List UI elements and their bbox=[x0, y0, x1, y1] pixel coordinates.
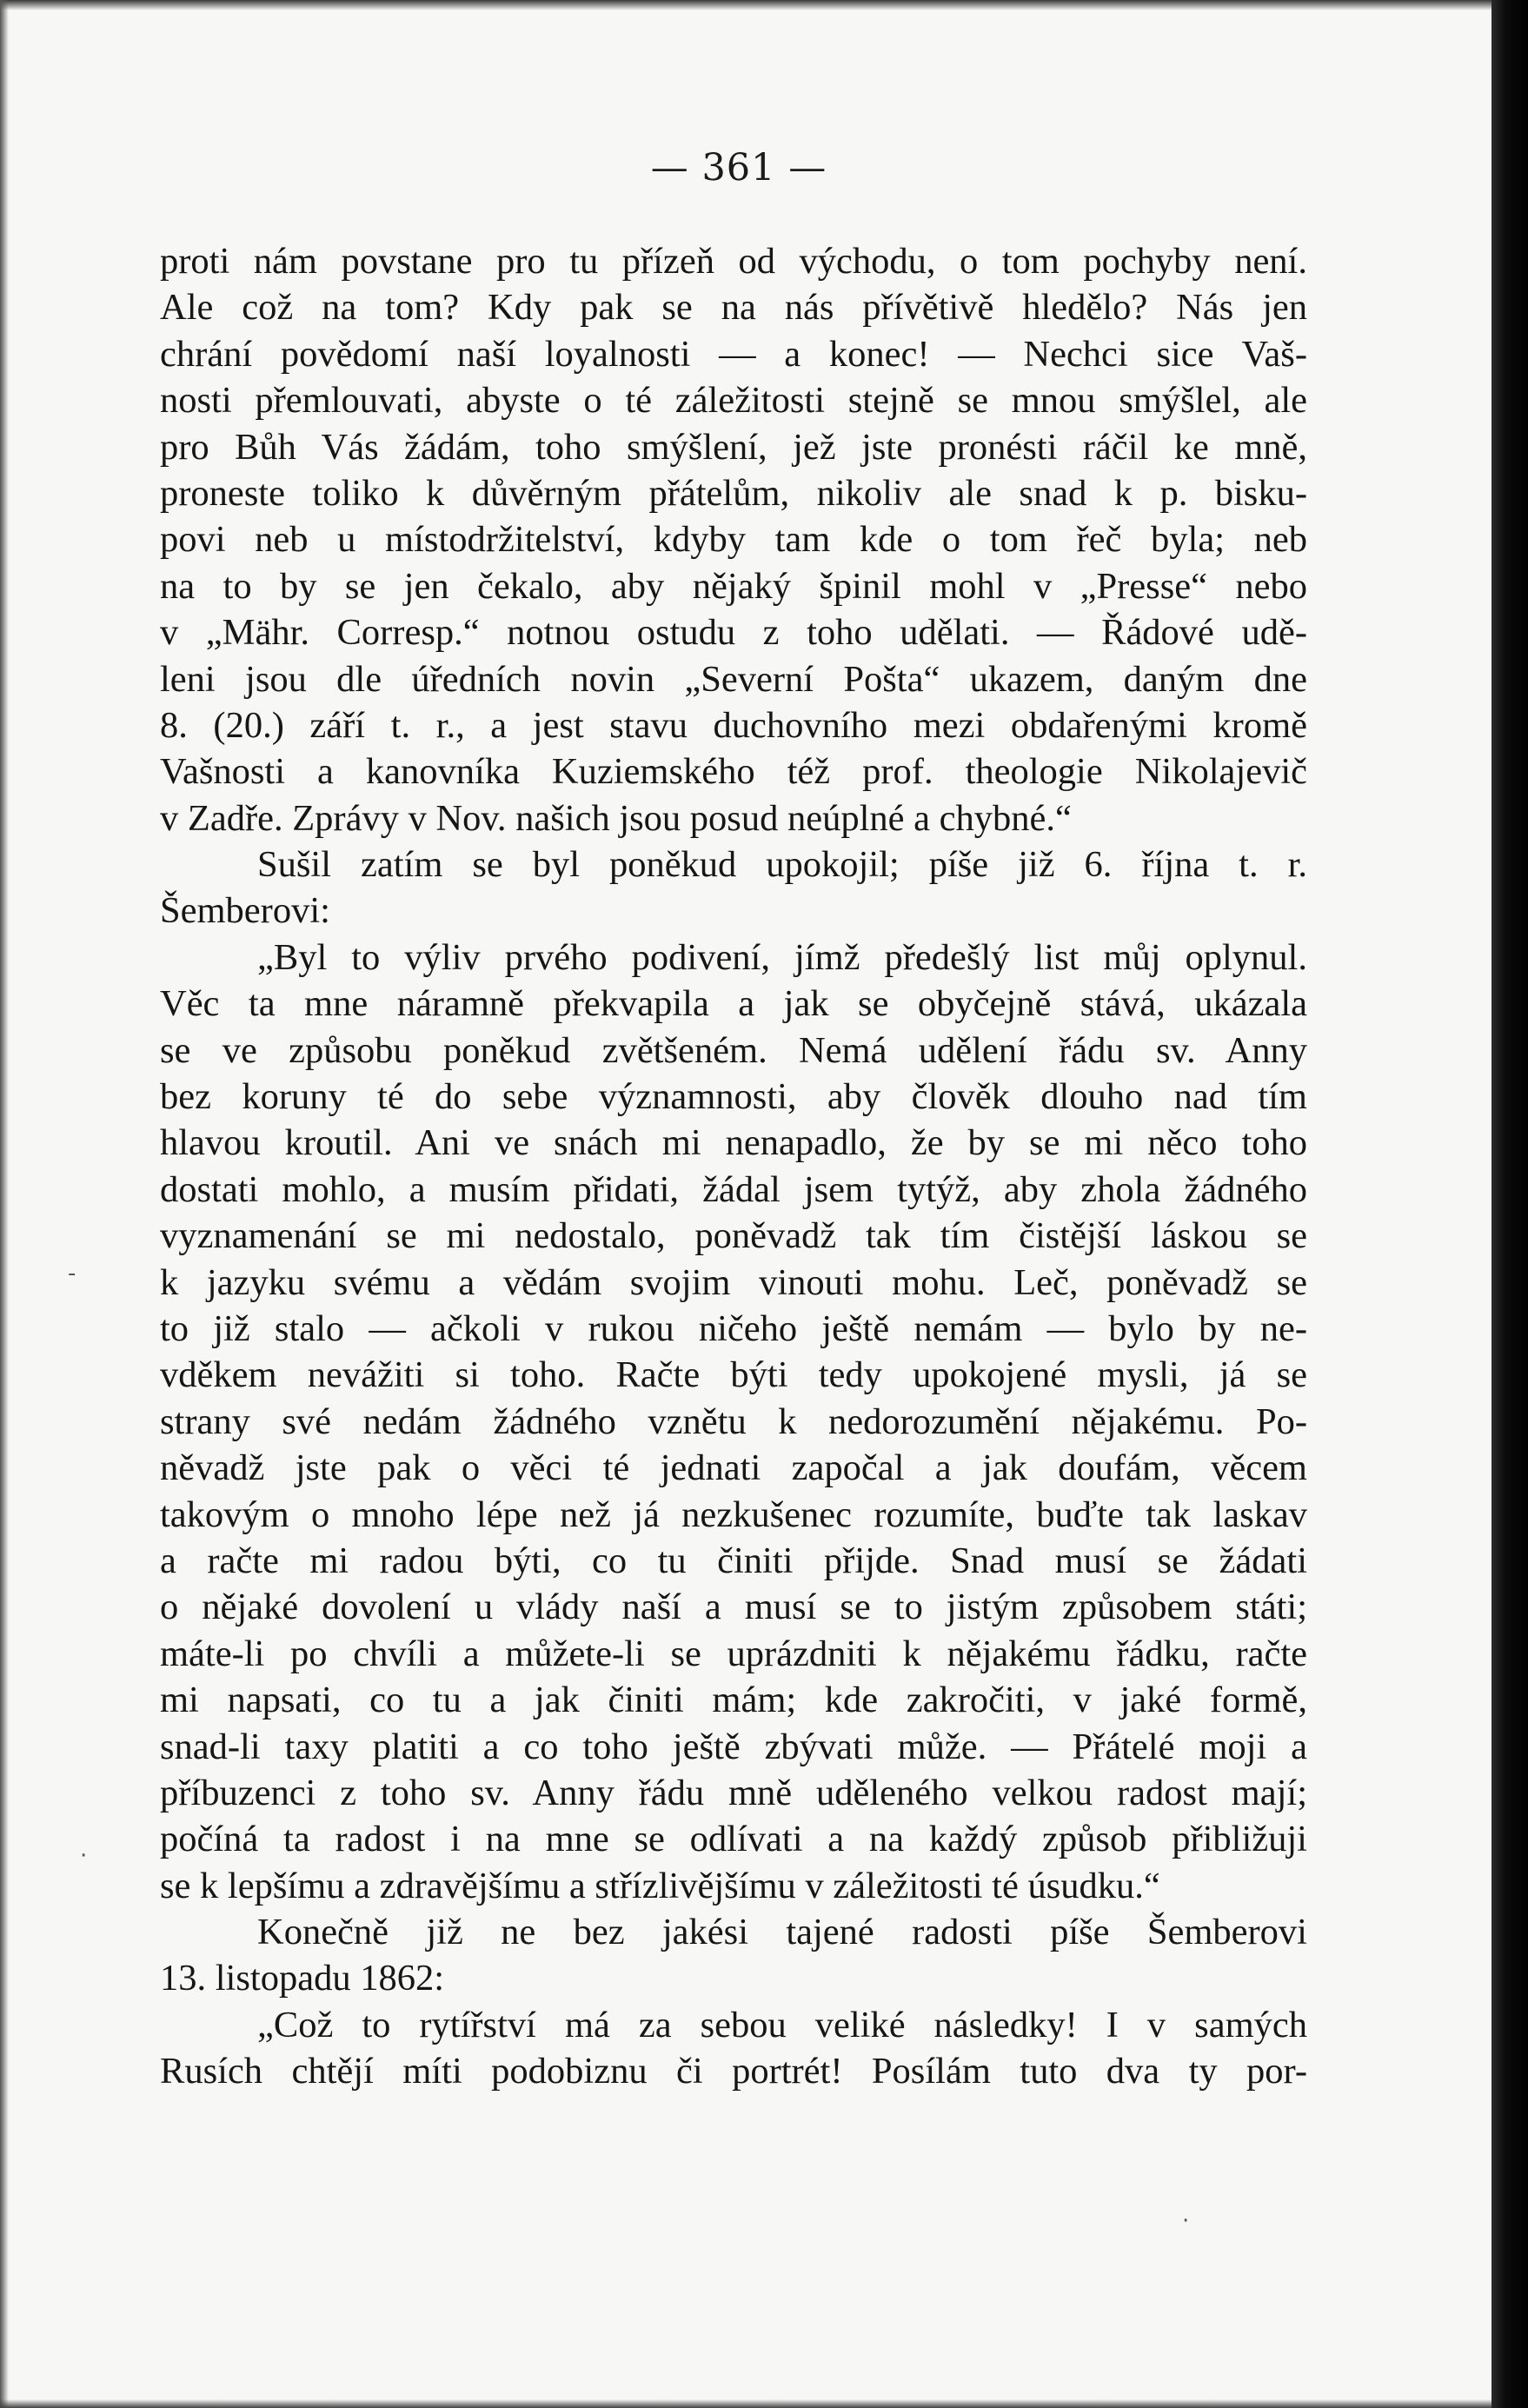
text-line: Věc ta mne náramně překvapila a jak se obyčejně stává, ukázala bbox=[160, 983, 1307, 1025]
text-line: bez koruny té do sebe významnosti, aby člověk dlouho nad tím bbox=[160, 1076, 1307, 1118]
text-line: o nějaké dovolení u vlády naší a musí se to jistým způsobem státi; bbox=[160, 1586, 1307, 1628]
text-line: Rusích chtějí míti podobiznu či portrét! Posílám tuto dva ty por- bbox=[160, 2051, 1307, 2092]
text-line: k jazyku svému a vědám svojim vinouti mohu. Leč, poněvadž se bbox=[160, 1261, 1307, 1303]
scan-right-edge bbox=[1491, 0, 1528, 2408]
text-line: v Zadře. Zprávy v Nov. našich jsou posud neúplné a chybné.“ bbox=[160, 797, 1072, 839]
text-line: v „Mähr. Corresp.“ notnou ostudu z toho udělati. — Řádové udě- bbox=[160, 612, 1307, 654]
text-line: máte-li po chvíli a můžete-li se uprázdniti k nějakému řádku, račte bbox=[160, 1633, 1307, 1674]
page-number: — 361 — bbox=[650, 146, 827, 190]
scan-speck: - bbox=[68, 1261, 76, 1287]
text-line: Sušil zatím se byl poněkud upokojil; píše již 6. října t. r. bbox=[257, 844, 1307, 886]
text-line: Konečně již ne bez jakési tajené radosti píše Šemberovi bbox=[257, 1912, 1307, 1953]
text-line: snad-li taxy platiti a co toho ještě zbývati může. — Přátelé moji a bbox=[160, 1726, 1307, 1767]
text-line: „Což to rytířství má za sebou veliké následky! I v samých bbox=[257, 2004, 1307, 2045]
body-text bbox=[160, 238, 1307, 2095]
scan-bottom-edge bbox=[0, 2399, 1528, 2408]
text-line: něvadž jste pak o věci té jednati započal a jak doufám, věcem bbox=[160, 1447, 1307, 1489]
text-line: počíná ta radost i na mne se odlívati a na každý způsob přibližuji bbox=[160, 1819, 1307, 1860]
text-line: takovým o mnoho lépe než já nezkušenec rozumíte, buďte tak laskav bbox=[160, 1493, 1307, 1535]
text-line: hlavou kroutil. Ani ve snách mi nenapadlo, že by se mi něco toho bbox=[160, 1122, 1307, 1164]
scan-left-edge bbox=[0, 0, 9, 2408]
text-line: na to by se jen čekalo, aby nějaký špinil mohl v „Presse“ nebo bbox=[160, 565, 1307, 607]
text-line: vyznamenání se mi nedostalo, poněvadž tak tím čistější láskou se bbox=[160, 1215, 1307, 1257]
text-line: leni jsou dle úředních novin „Severní Pošta“ ukazem, daným dne bbox=[160, 658, 1307, 700]
text-line: 8. (20.) září t. r., a jest stavu duchovního mezi obdařenými kromě bbox=[160, 704, 1307, 746]
text-line: povi neb u místodržitelství, kdyby tam kde o tom řeč byla; neb bbox=[160, 519, 1307, 561]
text-line: se k lepšímu a zdravějšímu a střízlivějšímu v záležitosti té úsudku.“ bbox=[160, 1865, 1160, 1906]
text-line: chrání povědomí naší loyalnosti — a konec! — Nechci sice Vaš- bbox=[160, 333, 1307, 375]
text-line: to již stalo — ačkoli v rukou ničeho ještě nemám — bylo by ne- bbox=[160, 1307, 1307, 1349]
text-line: Ale což na tom? Kdy pak se na nás přívětivě hledělo? Nás jen bbox=[160, 287, 1307, 329]
text-line: proti nám povstane pro tu přízeň od východu, o tom pochyby není. bbox=[160, 241, 1307, 282]
text-line: proneste toliko k důvěrným přátelům, nikoliv ale snad k p. bisku- bbox=[160, 472, 1307, 514]
text-line: „Byl to výliv prvého podivení, jímž předešlý list můj oplynul. bbox=[257, 936, 1307, 978]
text-line: dostati mohlo, a musím přidati, žádal jsem tytýž, aby zhola žádného bbox=[160, 1168, 1307, 1210]
text-line: Vašnosti a kanovníka Kuziemského též prof. theologie Nikolajevič bbox=[160, 751, 1307, 793]
text-line: se ve způsobu poněkud zvětšeném. Nemá udělení řádu sv. Anny bbox=[160, 1029, 1307, 1071]
scan-speck: · bbox=[1182, 2208, 1190, 2234]
text-line: pro Bůh Vás žádám, toho smýšlení, jež jste pronésti ráčil ke mně, bbox=[160, 426, 1307, 468]
text-line: strany své nedám žádného vznětu k nedorozumění nějakému. Po- bbox=[160, 1400, 1307, 1442]
text-line: 13. listopadu 1862: bbox=[160, 1958, 445, 1999]
text-line: vděkem nevážiti si toho. Račte býti tedy upokojené mysli, já se bbox=[160, 1354, 1307, 1396]
text-line: Šemberovi: bbox=[160, 890, 330, 932]
text-line: nosti přemlouvati, abyste o té záležitosti stejně se mnou smýšlel, ale bbox=[160, 380, 1307, 422]
text-line: a račte mi radou býti, co tu činiti přijde. Snad musí se žádati bbox=[160, 1540, 1307, 1581]
text-line: příbuzenci z toho sv. Anny řádu mně uděleného velkou radost mají; bbox=[160, 1772, 1307, 1813]
scan-speck: · bbox=[80, 1843, 88, 1869]
text-line: mi napsati, co tu a jak činiti mám; kde zakročiti, v jaké formě, bbox=[160, 1680, 1307, 1721]
scan-top-edge bbox=[0, 0, 1528, 10]
